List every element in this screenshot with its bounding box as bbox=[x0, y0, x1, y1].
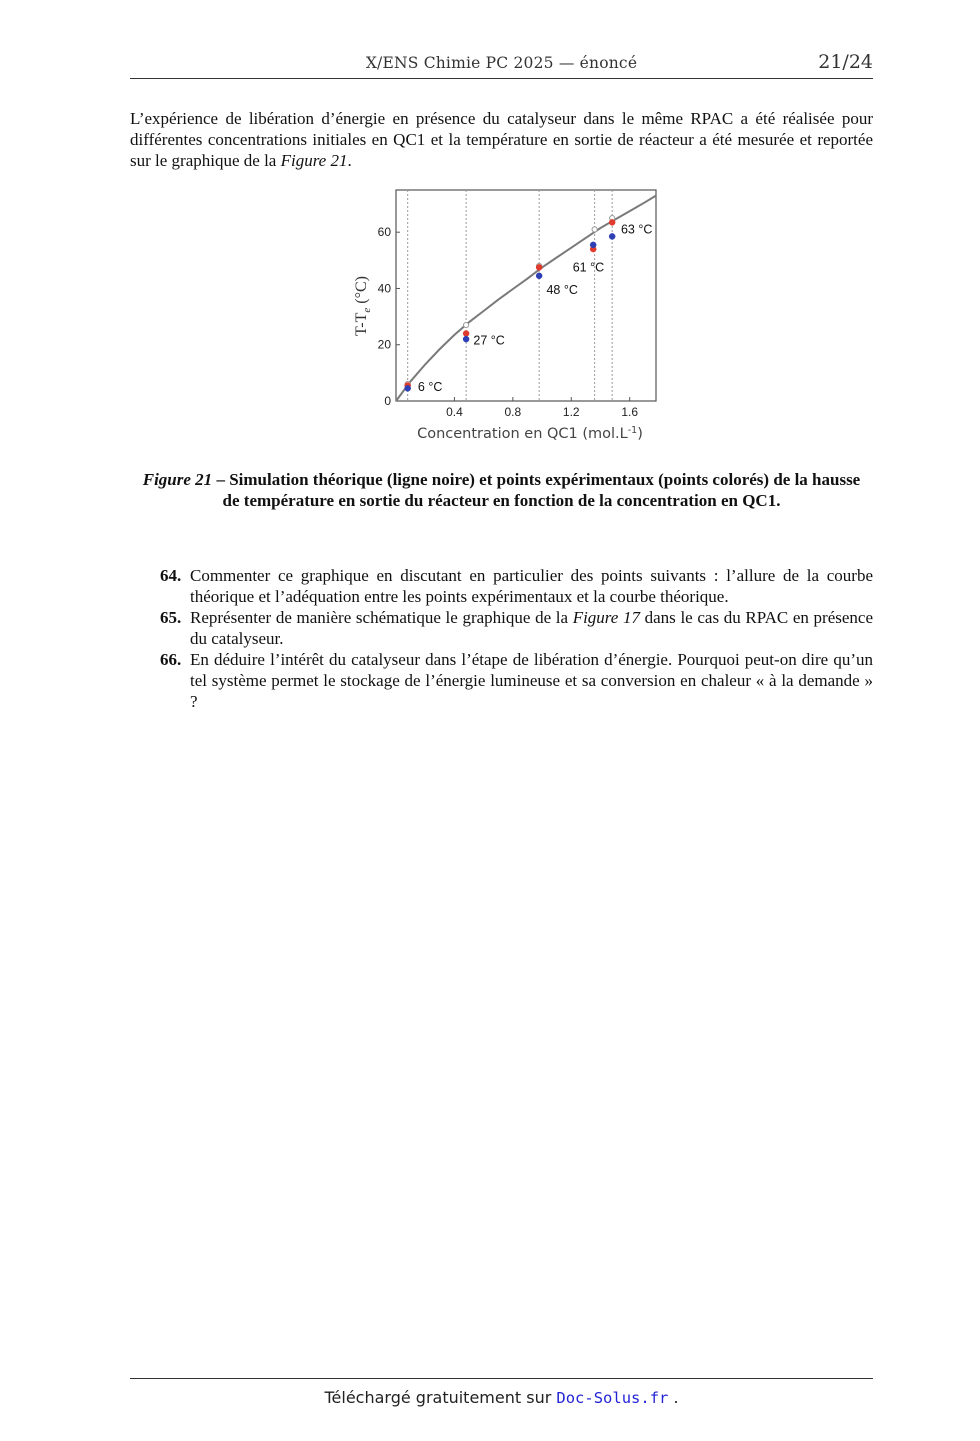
footer-link[interactable]: Doc-Solus.fr bbox=[556, 1389, 669, 1407]
point-annotation: 48 °C bbox=[546, 283, 578, 298]
caption-dash: – bbox=[212, 470, 230, 489]
question-66 bbox=[160, 649, 873, 712]
experimental-point bbox=[609, 219, 615, 225]
intro-figure-ref: Figure 21 bbox=[280, 151, 348, 170]
caption-figure-label: Figure 21 bbox=[142, 470, 213, 489]
question-text-end: dans le cas du RPAC en présence du catalyseur. bbox=[190, 608, 874, 648]
footer-end: . bbox=[668, 1388, 679, 1407]
footer-text: Téléchargé gratuitement sur bbox=[324, 1388, 557, 1407]
theory-point bbox=[592, 227, 597, 232]
question-number: 65. bbox=[160, 608, 182, 627]
x-tick-label: 1.2 bbox=[562, 405, 580, 419]
experimental-point bbox=[536, 264, 542, 270]
point-annotation: 27 °C bbox=[473, 333, 505, 348]
point-annotation: 63 °C bbox=[620, 222, 653, 237]
experimental-point bbox=[590, 242, 596, 248]
plot-frame bbox=[396, 190, 656, 401]
question-text: En déduire l’intérêt du catalyseur dans l’étape de libération d’énergie. Pourquoi peut-on dire qu’un tel système permet le stockage de l’énergie lumineuse et sa conversion en chaleur « à la demande » ? bbox=[190, 650, 873, 711]
experimental-point bbox=[463, 330, 469, 336]
figure-caption bbox=[140, 469, 863, 511]
page-number: 21/24 bbox=[818, 51, 873, 73]
experimental-point bbox=[536, 273, 542, 279]
chart-svg bbox=[340, 182, 670, 447]
header-title: X/ENS Chimie PC 2025 — énoncé bbox=[365, 54, 638, 72]
question-number: 64. bbox=[160, 566, 182, 585]
page-footer bbox=[130, 1378, 873, 1407]
question-65 bbox=[160, 607, 873, 649]
experimental-point bbox=[405, 385, 411, 391]
intro-text-end: . bbox=[347, 151, 352, 170]
question-figure-ref: Figure 17 bbox=[572, 608, 640, 627]
x-tick-label: 1.6 bbox=[621, 405, 639, 419]
experimental-point bbox=[609, 233, 615, 239]
point-annotation: 61 °C bbox=[572, 260, 605, 275]
question-64 bbox=[160, 565, 873, 607]
x-tick-label: 0.4 bbox=[446, 405, 463, 419]
caption-text: Simulation théorique (ligne noire) et points expérimentaux (points colorés) de la hausse de température en sortie du réacteur en fonction de la concentration en QC1. bbox=[222, 470, 861, 510]
experimental-point bbox=[463, 336, 469, 342]
question-number: 66. bbox=[160, 650, 182, 669]
y-tick-label: 20 bbox=[377, 337, 391, 352]
y-tick-label: 40 bbox=[377, 281, 391, 296]
x-axis-label: Concentration en QC1 $(mol.L^{-1})$ bbox=[417, 425, 643, 442]
x-tick-label: 0.8 bbox=[504, 405, 522, 419]
y-axis-label: $T-T_e$ (°C) bbox=[353, 275, 373, 337]
question-text: Représenter de manière schématique le graphique de la bbox=[190, 608, 573, 627]
point-annotation: 6 °C bbox=[417, 380, 443, 395]
y-tick-label: 0 bbox=[384, 394, 391, 408]
question-text: Commenter ce graphique en discutant en particulier des points suivants : l’allure de la courbe théorique et l’adéquation entre les points expérimentaux et la courbe théorique. bbox=[190, 566, 873, 606]
question-list bbox=[160, 565, 873, 712]
y-tick-label: 60 bbox=[377, 225, 391, 240]
intro-text: L’expérience de libération d’énergie en présence du catalyseur dans le même RPAC a été réalisée pour différentes concentrations initiales en QC1 et la température en sortie de réacteur a été mesurée et reportée sur le graphique de la bbox=[130, 109, 873, 170]
figure-21-chart bbox=[340, 182, 670, 447]
page-header bbox=[130, 50, 873, 79]
intro-paragraph bbox=[130, 108, 873, 171]
theory-point bbox=[464, 322, 469, 327]
